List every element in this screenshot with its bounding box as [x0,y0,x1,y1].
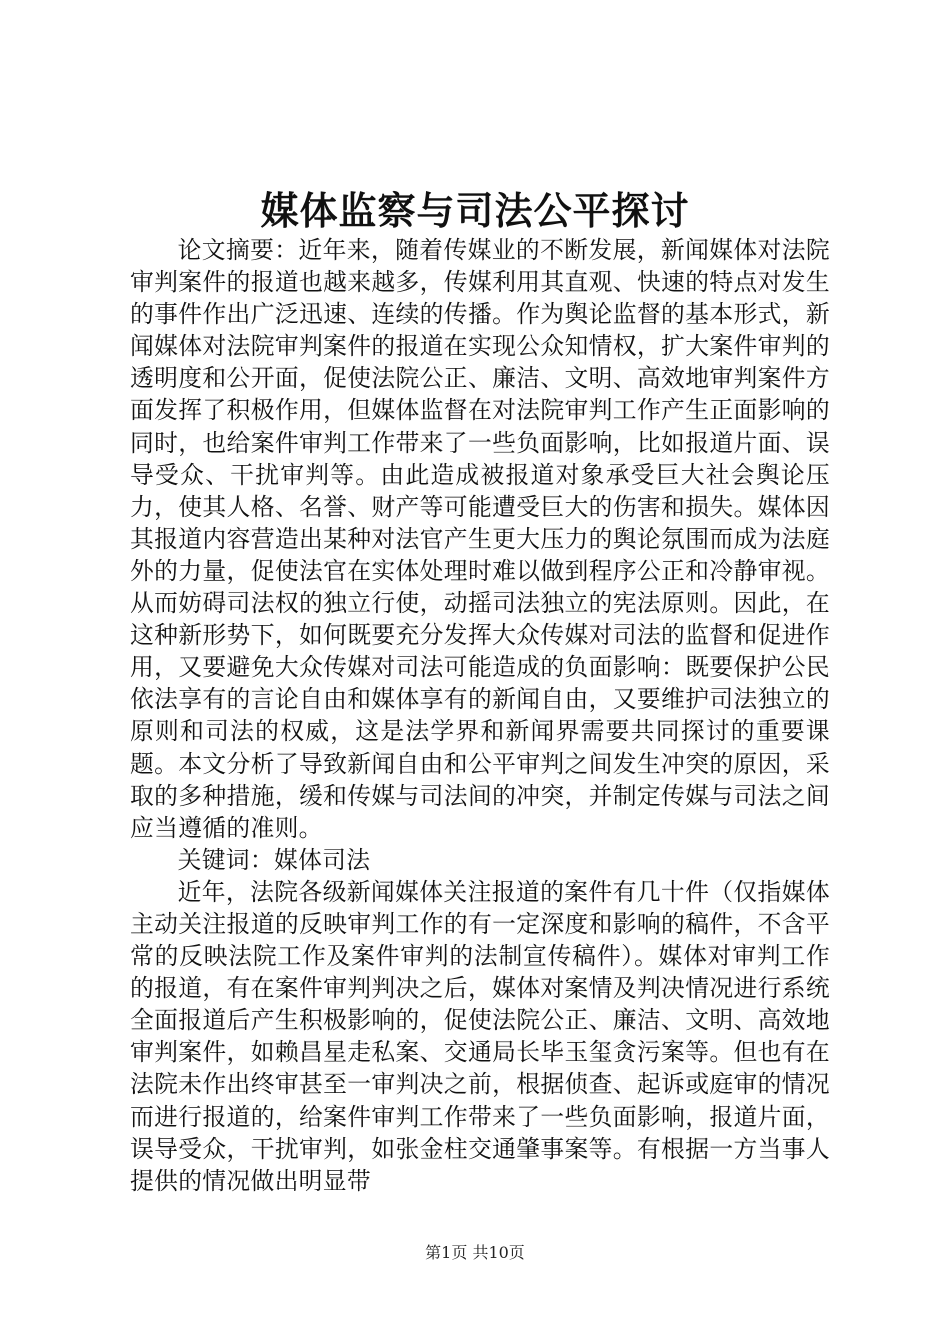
keywords-paragraph: 关键词：媒体司法 [177,845,371,874]
page-footer [0,1242,950,1264]
document-body [130,234,830,1197]
body-paragraph: 近年，法院各级新闻媒体关注报道的案件有几十件（仅指媒体主动关注报道的反映审判工作的有一定深度和影响的稿件，不含平常的反映法院工作及案件审判的法制宣传稿件）。媒体对审判工作的报道，有在案件审判判决之后，媒体对案情及判决情况进行系统全面报道后产生积极影响的，促使法院公正、廉洁、文明、高效地审判案件，如赖昌星走私案、交通局长毕玉玺贪污案等。但也有在法院未作出终审甚至一审判决之前，根据侦查、起诉或庭审的情况而进行报道的，给案件审判工作带来了一些负面影响，报道片面，误导受众，干扰审判，如张金柱交通肇事案等。有根据一方当事人提供的情况做出明显带 [130,877,830,1195]
page-indicator: 第1页 共10页 [425,1243,525,1262]
abstract-paragraph: 论文摘要：近年来，随着传媒业的不断发展，新闻媒体对法院审判案件的报道也越来越多，传媒利用其直观、快速的特点对发生的事件作出广泛迅速、连续的传播。作为舆论监督的基本形式，新闻媒体对法院审判案件的报道在实现公众知情权，扩大案件审判的透明度和公开面，促使法院公正、廉洁、文明、高效地审判案件方面发挥了积极作用，但媒体监督在对法院审判工作产生正面影响的同时，也给案件审判工作带来了一些负面影响，比如报道片面、误导受众、干扰审判等。由此造成被报道对象承受巨大社会舆论压力，使其人格、名誉、财产等可能遭受巨大的伤害和损失。媒体因其报道内容营造出某种对法官产生更大压力的舆论氛围而成为法庭外的力量，促使法官在实体处理时难以做到程序公正和冷静审视。从而妨碍司法权的独立行使，动摇司法独立的宪法原则。因此，在这种新形势下，如何既要充分发挥大众传媒对司法的监督和促进作用，又要避免大众传媒对司法可能造成的负面影响：既要保护公民依法享有的言论自由和媒体享有的新闻自由，又要维护司法独立的原则和司法的权威，这是法学界和新闻界需要共同探讨的重要课题。本文分析了导致新闻自由和公平审判之间发生冲突的原因，采取的多种措施，缓和传媒与司法间的冲突，并制定传媒与司法之间应当遵循的准则。 [130,236,830,842]
document-title: 媒体监察与司法公平探讨 [260,188,690,233]
